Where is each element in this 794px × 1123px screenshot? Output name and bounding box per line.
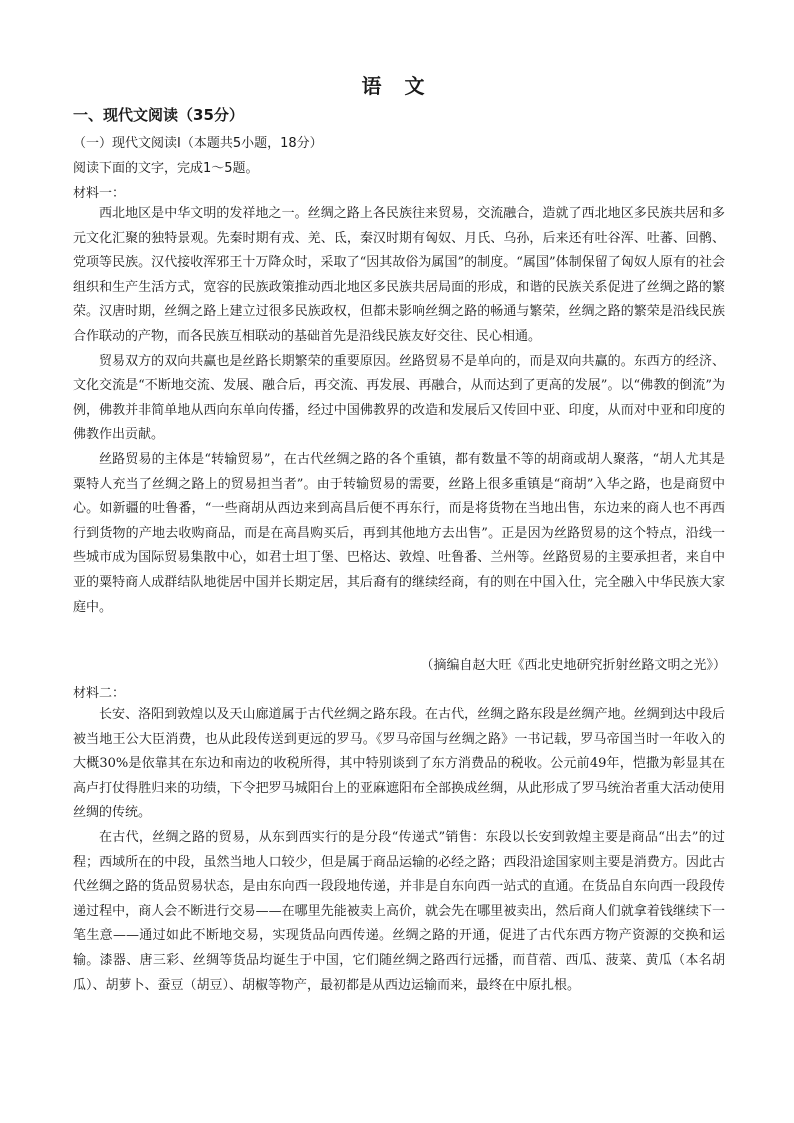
material2-paragraph: 在古代，丝绸之路的贸易，从东到西实行的是分段“传递式”销售：东段以长安到敦煌主要是商品“出去”的过程；西域所在的中段，虽然当地人口较少，但是属于商品运输的必经之路；西段沿途国家则主要是消费方。因此古代丝绸之路的货品贸易状态，是由东向西一段段地传递，并非是自东向西一站式的直通。在货品自东向西一段段传递过程中，商人会不断进行交易——在哪里先能被卖上高价，就会先在哪里被卖出，然后商人们就拿着钱继续下一笔生意——通过如此不断地交易，实现货品向西传递。丝绸之路的开通，促进了古代东西方物产资源的交换和运输。漆器、唐三彩、丝绸等货品均诞生于中国，它们随丝绸之路西行远播，而苜蓿、西瓜、菠菜、黄瓜（本名胡瓜）、胡萝卜、蚕豆（胡豆）、胡椒等物产，最初都是从西边运输而来，最终在中原扎根。 — [73, 829, 725, 993]
subsection-heading: （一）现代文阅读Ⅰ（本题共5小题，18分） — [73, 136, 323, 151]
material1-paragraph: 西北地区是中华文明的发祥地之一。丝绸之路上各民族往来贸易，交流融合，造就了西北地区多民族共居和多元文化汇聚的独特景观。先秦时期有戎、羌、氐，秦汉时期有匈奴、月氏、乌孙，后来还有吐谷浑、吐蕃、回鹘、党项等民族。汉代接收浑邪王十万降众时，采取了“因其故俗为属国”的制度。“属国”体制保留了匈奴人原有的社会组织和生产生活方式，宽容的民族政策推动西北地区多民族共居局面的形成，和谐的民族关系促进了丝绸之路的繁荣。汉唐时期，丝绸之路上建立过很多民族政权，但都未影响丝绸之路的畅通与繁荣，丝绸之路的繁荣是沿线民族合作联动的产物，而各民族互相联动的基础首先是沿线民族友好交往、民心相通。 — [73, 206, 725, 344]
material2-body — [73, 703, 725, 998]
page-title: 语 文 — [361, 74, 433, 98]
material1-paragraph: 贸易双方的双向共赢也是丝路长期繁荣的重要原因。丝路贸易不是单向的，而是双向共赢的。东西方的经济、文化交流是“不断地交流、发展、融合后，再交流、再发展、再融合，从而达到了更高的发展”。以“佛教的倒流”为例，佛教并非简单地从西向东单向传播，经过中国佛教界的改造和发展后又传回中亚、印度，从而对中亚和印度的佛教作出贡献。 — [73, 353, 725, 443]
material1-body — [73, 202, 725, 620]
reading-instruction: 阅读下面的文字，完成1～5题。 — [73, 161, 259, 176]
material2-label: 材料二： — [73, 686, 126, 701]
material1-citation: （摘编自赵大旺《西北史地研究折射丝路文明之光》） — [420, 658, 726, 673]
section-heading: 一、现代文阅读（35分） — [73, 106, 244, 124]
material1-label: 材料一： — [73, 186, 126, 201]
material1-paragraph: 丝路贸易的主体是“转输贸易”，在古代丝绸之路的各个重镇，都有数量不等的胡商或胡人聚落，“胡人尤其是粟特人充当了丝绸之路上的贸易担当者”。由于转输贸易的需要，丝路上很多重镇是“商胡”入华之路，也是商贸中心。如新疆的吐鲁番，“一些商胡从西边来到高昌后便不再东行，而是将货物在当地出售，东边来的商人也不再西行到货物的产地去收购商品，而是在高昌购买后，再到其他地方去出售”。正是因为丝路贸易的这个特点，沿线一些城市成为国际贸易集散中心，如君士坦丁堡、巴格达、敦煌、吐鲁番、兰州等。丝路贸易的主要承担者，来自中亚的粟特商人成群结队地徙居中国并长期定居，其后裔有的继续经商，有的则在中国入仕，完全融入中华民族大家庭中。 — [73, 451, 725, 615]
material2-paragraph: 长安、洛阳到敦煌以及天山廊道属于古代丝绸之路东段。在古代，丝绸之路东段是丝绸产地。丝绸到达中段后被当地王公大臣消费，也从此段传送到更远的罗马。《罗马帝国与丝绸之路》一书记载，罗马帝国当时一年收入的大概30%是依靠其在东边和南边的收税所得，其中特别谈到了东方消费品的税收。公元前49年，恺撒为彰显其在高卢打仗得胜归来的功绩，下令把罗马城阳台上的亚麻遮阳布全部换成丝绸，从此形成了罗马统治者重大活动使用丝绸的传统。 — [73, 707, 725, 821]
